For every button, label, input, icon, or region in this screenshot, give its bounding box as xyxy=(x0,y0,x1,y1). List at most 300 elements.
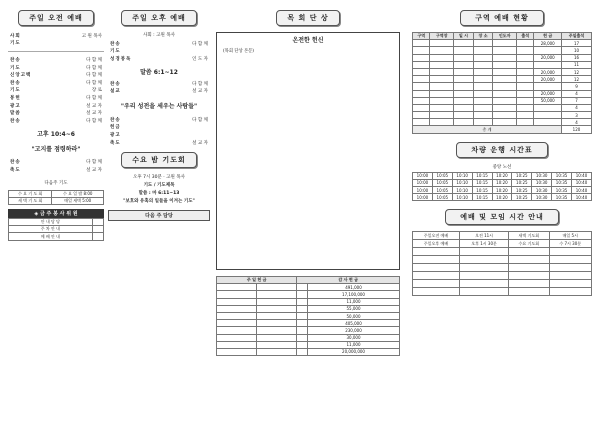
bus-time: 10:00 xyxy=(413,172,433,179)
schedule-row-cell: 오후 1시 30분 xyxy=(460,240,509,248)
schedule-row-cell xyxy=(549,272,591,280)
hospitality-table xyxy=(8,218,104,241)
order-key: 기도 xyxy=(10,65,21,71)
order-person: 설 교 자 xyxy=(86,167,102,173)
district-row-cell: 12 xyxy=(562,76,592,83)
order-row xyxy=(108,124,210,132)
district-row-cell xyxy=(413,47,430,54)
order-key: 봉헌 xyxy=(10,95,21,101)
order-person: 설 교 자 xyxy=(192,140,208,146)
district-row-cell xyxy=(493,47,517,54)
district-row-cell xyxy=(473,83,493,90)
order-key: 찬송 xyxy=(10,118,21,124)
offering-row-cell xyxy=(257,291,297,298)
bus-row xyxy=(413,172,592,179)
offering-row-cell xyxy=(297,284,308,291)
district-total-value: 120 xyxy=(562,126,592,133)
district-row-cell xyxy=(413,61,430,68)
order-row xyxy=(108,131,210,139)
schedule-row-cell xyxy=(460,248,509,256)
district-row-cell xyxy=(493,54,517,61)
offering-row-cell: 17,100,000 xyxy=(308,291,400,298)
district-row-cell: 4 xyxy=(562,104,592,111)
district-row-cell xyxy=(413,90,430,97)
district-row-cell: 20,000 xyxy=(534,68,562,75)
offering-row-cell xyxy=(297,291,308,298)
bus-row xyxy=(413,194,592,201)
offering-row-cell: 50,000 xyxy=(308,312,400,319)
order-row xyxy=(8,117,104,125)
order-row xyxy=(8,71,104,79)
district-row-cell xyxy=(413,40,430,47)
order-key: 광고 xyxy=(10,103,21,109)
district-row-cell xyxy=(454,104,474,111)
district-row-cell xyxy=(517,54,534,61)
bus-time: 10:40 xyxy=(572,172,592,179)
offering-row-cell xyxy=(257,334,297,341)
district-row-cell xyxy=(473,61,493,68)
district-row-cell xyxy=(454,119,474,126)
order-row xyxy=(8,109,104,117)
district-row-cell xyxy=(430,68,454,75)
district-row-cell xyxy=(517,68,534,75)
bus-time: 10:35 xyxy=(552,179,572,186)
pastor-column xyxy=(216,10,400,416)
order-person: 다 함 께 xyxy=(192,41,208,47)
schedule-row-cell xyxy=(413,280,460,288)
order-of-service xyxy=(8,56,104,124)
order-person: 다 함 께 xyxy=(86,95,102,101)
district-row-cell xyxy=(413,68,430,75)
district-row-cell xyxy=(454,90,474,97)
district-row-cell xyxy=(430,47,454,54)
district-row-cell xyxy=(454,61,474,68)
bus-time: 10:05 xyxy=(432,172,452,179)
district-row-cell: 10 xyxy=(562,47,592,54)
bus-header: 차량 운행 시간표 xyxy=(412,142,592,158)
district-row-cell xyxy=(493,97,517,104)
bus-time: 10:15 xyxy=(472,194,492,201)
order-key: 축도 xyxy=(10,167,21,173)
offering-row xyxy=(217,334,400,341)
hospitality-row-cell xyxy=(92,226,103,233)
afternoon-lead: 사회 : 고원 목사 xyxy=(143,33,175,38)
offering-row xyxy=(217,305,400,312)
offering-row-cell xyxy=(297,305,308,312)
hospitality-row-cell xyxy=(92,233,103,240)
district-row-cell xyxy=(430,97,454,104)
order-key: 기도 xyxy=(110,49,121,55)
district-row-cell xyxy=(493,90,517,97)
bus-row xyxy=(413,187,592,194)
district-row-cell xyxy=(493,112,517,119)
order-key: 기도 xyxy=(10,88,21,94)
offering-row-cell xyxy=(217,284,257,291)
order-row xyxy=(8,32,104,40)
district-column-header: 구역장 xyxy=(430,33,454,40)
bus-time: 10:10 xyxy=(452,179,472,186)
order-row xyxy=(8,40,104,48)
district-row-cell xyxy=(493,68,517,75)
bus-time: 10:10 xyxy=(452,172,472,179)
hospitality-row-cell: 주 차 안 내 xyxy=(9,226,93,233)
schedule-row-cell xyxy=(413,248,460,256)
hospitality-row xyxy=(9,226,104,233)
lead-rows xyxy=(8,32,104,47)
bus-time: 10:15 xyxy=(472,172,492,179)
bus-time: 10:40 xyxy=(572,179,592,186)
order-person: 다 함 께 xyxy=(86,57,102,63)
bus-time: 10:40 xyxy=(572,194,592,201)
schedule-row xyxy=(413,288,592,296)
afternoon-worship-column xyxy=(108,10,210,416)
essay-title: 온전한 헌신 xyxy=(292,37,324,44)
district-row-cell: 12 xyxy=(562,68,592,75)
offering-row-cell xyxy=(217,334,257,341)
order-key: 성경봉독 xyxy=(110,56,132,62)
offering-row-cell: 11,000 xyxy=(308,341,400,348)
sermon-title: "고지를 점령하라" xyxy=(31,145,81,153)
bus-time: 10:40 xyxy=(572,187,592,194)
order-key: 축도 xyxy=(110,140,121,146)
next-week-label: 다음주 기도 xyxy=(44,180,68,186)
district-row-cell xyxy=(413,97,430,104)
district-row-cell: 20,000 xyxy=(534,90,562,97)
offering-row-cell: 491,000 xyxy=(308,284,400,291)
district-column-header: 장 소 xyxy=(473,33,493,40)
district-row-cell: 16 xyxy=(562,54,592,61)
offering-row-cell xyxy=(257,327,297,334)
bus-time: 10:10 xyxy=(452,194,472,201)
offering-row-cell xyxy=(217,312,257,319)
district-row-cell xyxy=(473,76,493,83)
district-total-label: 총 계 xyxy=(413,126,562,133)
district-row xyxy=(413,76,592,83)
order-key: 찬송 xyxy=(110,117,121,123)
schedule-row-cell xyxy=(549,288,591,296)
schedule-row-cell xyxy=(509,248,549,256)
district-row-cell: 4 xyxy=(562,119,592,126)
bus-time: 10:35 xyxy=(552,187,572,194)
district-row-cell xyxy=(454,47,474,54)
next-duty-title: 다음 주 담당 xyxy=(108,210,210,221)
bus-time: 10:30 xyxy=(532,179,552,186)
offering-row-cell xyxy=(217,291,257,298)
schedule-row-cell xyxy=(549,264,591,272)
district-row-cell xyxy=(473,119,493,126)
order-key: 설교 xyxy=(110,89,121,95)
order-person: 다 함 께 xyxy=(86,118,102,124)
order-row xyxy=(108,139,210,147)
bus-time: 10:35 xyxy=(552,194,572,201)
order-row xyxy=(8,159,104,167)
district-column-header: 헌 금 xyxy=(534,33,562,40)
district-row-cell xyxy=(534,61,562,68)
order-person: 다 함 께 xyxy=(192,117,208,123)
bus-table xyxy=(412,172,592,202)
schedule-row-cell: 수요 기도회 xyxy=(509,240,549,248)
district-row-cell xyxy=(430,40,454,47)
offering-row-cell: 11,000 xyxy=(308,298,400,305)
district-row-cell xyxy=(430,76,454,83)
district-row-cell: 17 xyxy=(562,40,592,47)
district-row-cell xyxy=(430,54,454,61)
schedule-row-cell xyxy=(413,256,460,264)
district-row-cell xyxy=(430,90,454,97)
district-row-cell xyxy=(454,54,474,61)
order-row xyxy=(108,80,210,88)
afternoon-passage: 말씀 6:1~12 xyxy=(140,68,178,76)
district-row xyxy=(413,119,592,126)
order-person: 고 원 목사 xyxy=(81,33,102,39)
offering-row-cell xyxy=(297,327,308,334)
district-row-cell xyxy=(517,61,534,68)
district-row-cell: 20,000 xyxy=(534,76,562,83)
district-row-cell: 4 xyxy=(562,90,592,97)
order-key: 헌금 xyxy=(110,125,121,131)
divider xyxy=(8,51,104,52)
district-row-cell xyxy=(517,47,534,54)
afternoon-order-3 xyxy=(108,116,210,146)
order-row xyxy=(108,48,210,56)
offering-row-cell xyxy=(257,284,297,291)
district-row-cell xyxy=(430,104,454,111)
schedule-row-cell xyxy=(549,256,591,264)
schedule-row-cell xyxy=(549,280,591,288)
schedule-row-cell xyxy=(413,272,460,280)
district-row-cell xyxy=(473,97,493,104)
summary-row-cell: 수 요 일 밤 8:00 xyxy=(52,190,104,197)
offering-row-cell xyxy=(257,320,297,327)
scripture-reference: 고후 10:4~6 xyxy=(37,130,75,138)
bus-time: 10:00 xyxy=(413,179,433,186)
schedule-row-cell: 주일오후 예배 xyxy=(413,240,460,248)
order-key: 기도 xyxy=(10,41,21,47)
district-row-cell xyxy=(413,104,430,111)
offering-row-cell xyxy=(297,341,308,348)
bus-time: 10:25 xyxy=(512,179,532,186)
bus-row xyxy=(413,179,592,186)
district-row-cell xyxy=(534,47,562,54)
district-column-header: 구역 xyxy=(413,33,430,40)
district-row-cell xyxy=(534,112,562,119)
district-row-cell xyxy=(517,104,534,111)
district-row xyxy=(413,90,592,97)
essay-body xyxy=(223,48,393,56)
offering-row xyxy=(217,291,400,298)
district-column-header: 출석 xyxy=(517,33,534,40)
schedule-header: 예배 및 모임 시간 안내 xyxy=(412,209,592,225)
schedule-row-cell xyxy=(509,272,549,280)
schedule-row-cell: 주일오전 예배 xyxy=(413,232,460,240)
district-row-cell xyxy=(413,83,430,90)
order-key: 찬송 xyxy=(110,41,121,47)
offering-row xyxy=(217,327,400,334)
order-row xyxy=(8,166,104,174)
offering-row xyxy=(217,341,400,348)
district-row-cell xyxy=(534,119,562,126)
bus-time: 10:20 xyxy=(492,179,512,186)
district-row-cell xyxy=(493,40,517,47)
order-row xyxy=(8,79,104,87)
district-row-cell xyxy=(473,90,493,97)
order-row xyxy=(108,40,210,48)
district-row-cell: 3 xyxy=(562,112,592,119)
order-person: 다 함 께 xyxy=(86,65,102,71)
district-row-cell xyxy=(473,40,493,47)
wednesday-header: 수요 밤 기도회 xyxy=(108,152,210,168)
offering-column-header: 감 사 헌 금 xyxy=(297,277,400,284)
offering-row xyxy=(217,298,400,305)
district-row-cell xyxy=(430,61,454,68)
bus-time: 10:25 xyxy=(512,187,532,194)
district-row-cell: 9 xyxy=(562,83,592,90)
district-row-cell xyxy=(454,97,474,104)
district-header: 구역 예배 현황 xyxy=(412,10,592,26)
district-row-cell: 28,000 xyxy=(534,40,562,47)
district-row-cell xyxy=(473,54,493,61)
district-row-cell xyxy=(517,76,534,83)
district-column-header: 주일출석 xyxy=(562,33,592,40)
morning-worship-column xyxy=(8,10,104,416)
wednesday-lead: 오후 7시 30분 · 고원 목사 xyxy=(133,175,185,181)
district-row-cell xyxy=(430,119,454,126)
district-row-cell xyxy=(413,119,430,126)
order-person: 설 교 자 xyxy=(86,111,102,117)
district-row-cell xyxy=(534,83,562,90)
offering-row-cell: 55,000 xyxy=(308,305,400,312)
district-row-cell xyxy=(430,112,454,119)
bus-time: 10:20 xyxy=(492,172,512,179)
bus-time: 10:30 xyxy=(532,172,552,179)
district-row xyxy=(413,68,592,75)
district-row-cell xyxy=(413,76,430,83)
district-row-cell xyxy=(534,104,562,111)
hospitality-row xyxy=(9,219,104,226)
order-key: 신앙고백 xyxy=(10,73,32,79)
district-row-cell xyxy=(517,112,534,119)
district-row-cell xyxy=(413,54,430,61)
order-row xyxy=(8,94,104,102)
closing-rows xyxy=(8,159,104,174)
district-row-cell: 7 xyxy=(562,97,592,104)
bus-time: 10:00 xyxy=(413,187,433,194)
bus-time: 10:10 xyxy=(452,187,472,194)
schedule-row xyxy=(413,232,592,240)
offering-row-cell xyxy=(297,334,308,341)
order-key: 찬송 xyxy=(10,57,21,63)
district-row-cell: 20,000 xyxy=(534,54,562,61)
status-column xyxy=(412,10,592,416)
offering-row-cell xyxy=(257,348,297,355)
district-row-cell xyxy=(517,119,534,126)
order-row xyxy=(108,87,210,95)
afternoon-order-2 xyxy=(108,80,210,95)
schedule-row-cell xyxy=(460,288,509,296)
order-person: 다 함 께 xyxy=(86,80,102,86)
district-row-cell xyxy=(454,112,474,119)
order-row xyxy=(8,102,104,110)
district-row-cell xyxy=(493,104,517,111)
offering-row xyxy=(217,348,400,355)
schedule-row-cell: 수 7시 30분 xyxy=(549,240,591,248)
bus-time: 10:00 xyxy=(413,194,433,201)
summary-row-cell: 매일 새벽 5:00 xyxy=(52,197,104,204)
order-key: 찬송 xyxy=(10,160,21,166)
offering-row-cell xyxy=(297,298,308,305)
district-row-cell xyxy=(430,83,454,90)
schedule-row xyxy=(413,264,592,272)
schedule-row-cell xyxy=(509,256,549,264)
order-key: 사회 xyxy=(10,33,21,39)
offering-row xyxy=(217,284,400,291)
offering-row xyxy=(217,312,400,319)
schedule-row xyxy=(413,272,592,280)
offering-row-cell xyxy=(257,298,297,305)
bus-route-title: 중앙 노선 xyxy=(492,164,512,170)
pastor-essay xyxy=(216,32,400,270)
offering-row xyxy=(217,320,400,327)
schedule-row-cell xyxy=(460,256,509,264)
offering-row-cell xyxy=(297,320,308,327)
summary-table xyxy=(8,190,104,205)
offering-row-cell: 230,000 xyxy=(308,327,400,334)
district-row-cell xyxy=(454,40,474,47)
wednesday-text: 기도 / 기도제목 xyxy=(143,183,175,189)
order-key: 말씀 xyxy=(10,111,21,117)
order-row xyxy=(8,87,104,95)
offering-row-cell xyxy=(217,298,257,305)
offering-row-cell xyxy=(217,305,257,312)
district-row-cell xyxy=(517,97,534,104)
wednesday-title: "보호와 유혹의 일들을 이겨는 기도" xyxy=(123,199,195,205)
bus-time: 10:20 xyxy=(492,194,512,201)
district-row-cell xyxy=(493,61,517,68)
schedule-row-cell xyxy=(460,264,509,272)
district-row xyxy=(413,97,592,104)
district-row-cell xyxy=(473,68,493,75)
summary-row xyxy=(9,197,104,204)
order-person: 설 교 자 xyxy=(86,103,102,109)
schedule-row xyxy=(413,240,592,248)
bus-time: 10:05 xyxy=(432,179,452,186)
schedule-table xyxy=(412,231,592,296)
bus-time: 10:25 xyxy=(512,194,532,201)
hospitality-title: ◈ 금 주 봉 사 위 원 xyxy=(8,209,104,218)
district-row-cell: 50,000 xyxy=(534,97,562,104)
bus-time: 10:05 xyxy=(432,194,452,201)
wednesday-passage: 말씀 : 마 6:11~13 xyxy=(138,191,180,197)
summary-row-cell: 수 요 기 도 회 xyxy=(9,190,52,197)
schedule-row-cell xyxy=(460,280,509,288)
order-person: 설 교 자 xyxy=(192,89,208,95)
pastor-desk-header: 목 회 단 상 xyxy=(216,10,400,26)
district-row-cell xyxy=(413,112,430,119)
offering-row-cell: 20,000,000 xyxy=(308,348,400,355)
bus-time: 10:05 xyxy=(432,187,452,194)
district-row-cell xyxy=(473,104,493,111)
schedule-row xyxy=(413,256,592,264)
order-row xyxy=(108,116,210,124)
district-row xyxy=(413,83,592,90)
schedule-row-cell xyxy=(509,264,549,272)
district-row xyxy=(413,47,592,54)
order-person: 인 도 자 xyxy=(192,56,208,62)
district-row-cell xyxy=(493,76,517,83)
order-row xyxy=(8,64,104,72)
bus-time: 10:15 xyxy=(472,187,492,194)
district-row-cell xyxy=(493,119,517,126)
